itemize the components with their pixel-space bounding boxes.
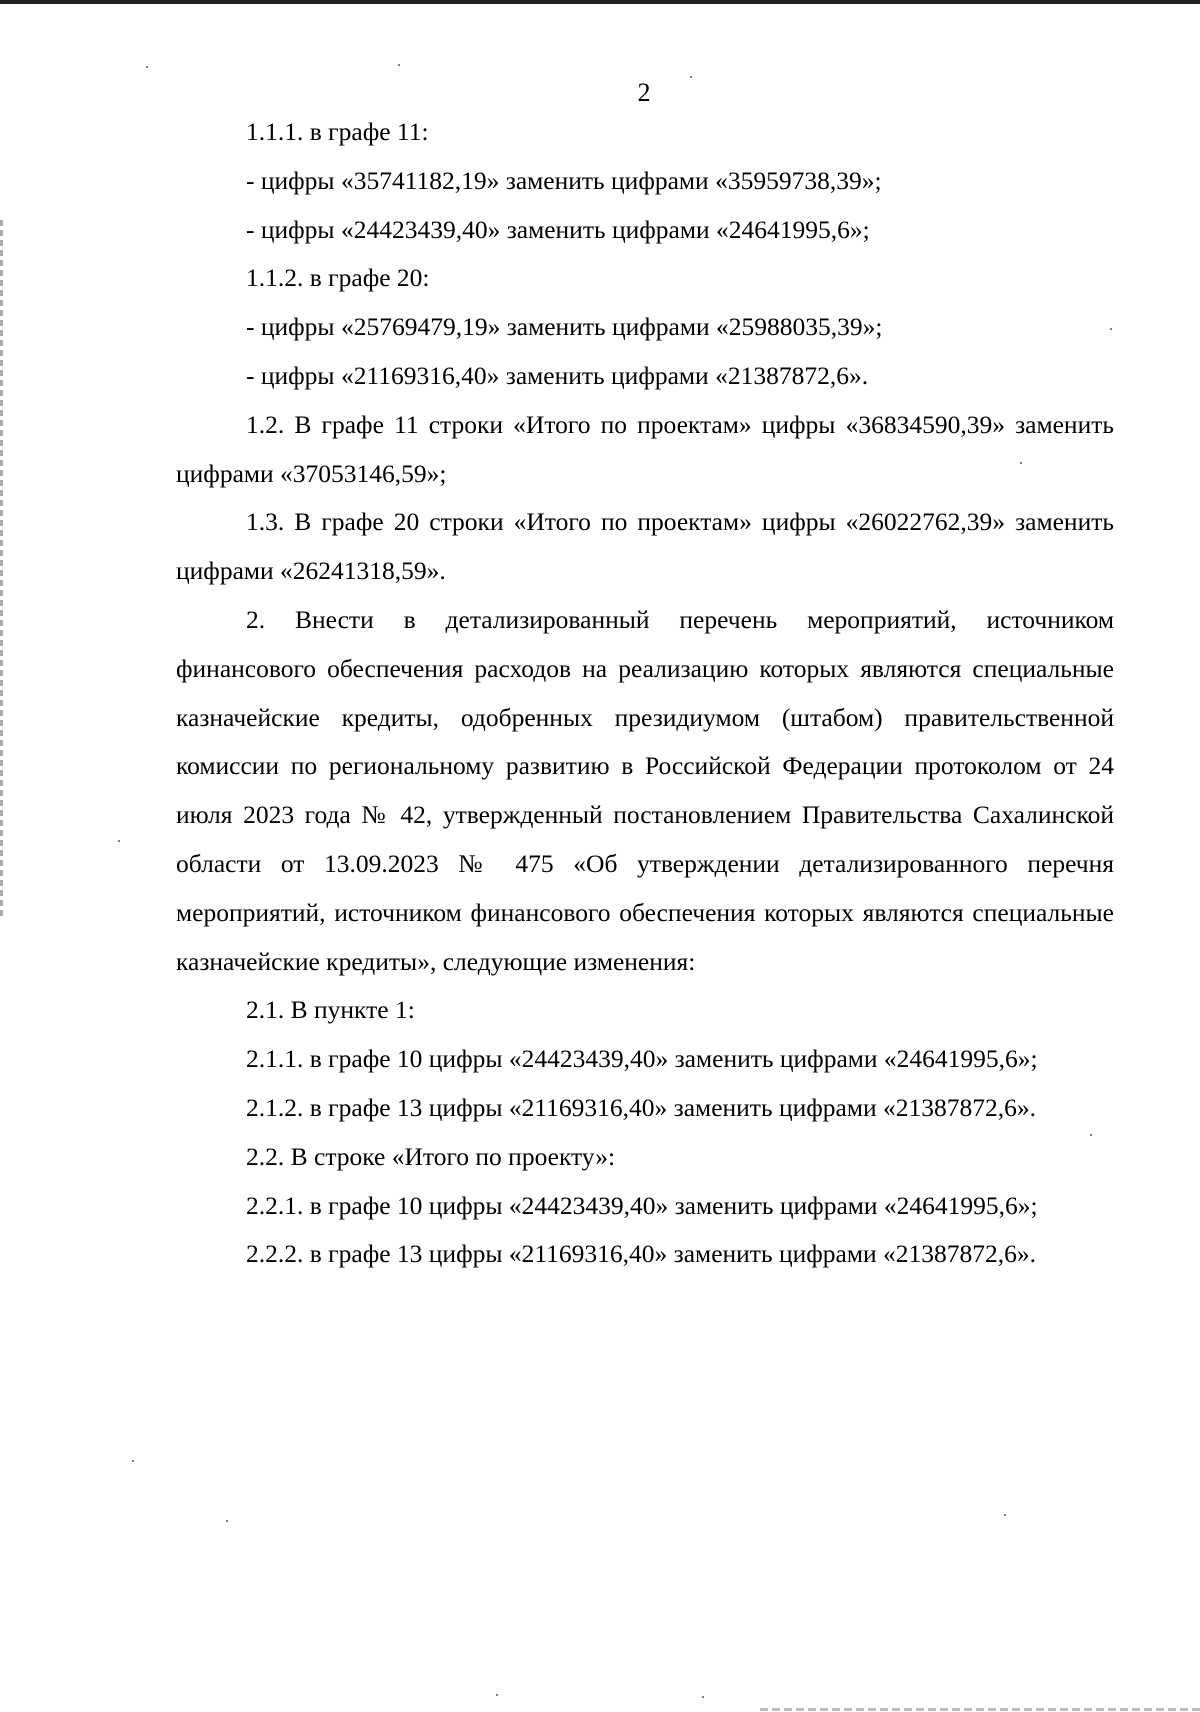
scan-speck	[702, 1696, 704, 1698]
paragraph: 2.2.1. в графе 10 цифры «24423439,40» заменить цифрами «24641995,6»;	[246, 1190, 1038, 1220]
paragraph: - цифры «21169316,40» заменить цифрами «21387872,6».	[246, 360, 869, 390]
paragraph: 2.1. В пункте 1:	[246, 995, 415, 1025]
scan-speck	[1004, 1514, 1006, 1516]
scan-speck	[496, 1694, 498, 1696]
paragraph: 1.2. В графе 11 строки «Итого по проектам» цифры «36834590,39» заменить цифрами «37053146,59»;	[176, 409, 1114, 488]
scan-speck	[146, 66, 148, 68]
paragraph: - цифры «25769479,19» заменить цифрами «25988035,39»;	[246, 312, 883, 342]
scan-speck	[132, 1460, 134, 1462]
paragraph: 1.3. В графе 20 строки «Итого по проектам» цифры «26022762,39» заменить цифрами «26241318,59».	[176, 507, 1114, 586]
scan-speck	[398, 64, 400, 66]
paragraph: 2.1.1. в графе 10 цифры «24423439,40» заменить цифрами «24641995,6»;	[246, 1044, 1038, 1074]
scan-edge-bottom	[760, 1708, 1200, 1711]
scan-edge-top	[0, 0, 1200, 4]
paragraph: 2. Внести в детализированный перечень мероприятий, источником финансового обеспечения расходов на реализацию которых являются специальные казначейские кредиты, одобренных президиумом (штабом) правительственной комиссии по региональному развитию в Российской Федерации протоколом от 24 июля 2023 года № 42, утвержденный постановлением Правительства Сахалинской области от 13.09.2023 № 475 «Об утверждении детализированного перечня мероприятий, источником финансового обеспечения которых являются специальные казначейские кредиты», следующие изменения:	[176, 604, 1114, 976]
paragraph: 2.1.2. в графе 13 цифры «21169316,40» заменить цифрами «21387872,6».	[246, 1092, 1036, 1122]
scan-edge-left	[0, 220, 3, 920]
paragraph: - цифры «24423439,40» заменить цифрами «24641995,6»;	[246, 214, 870, 244]
scan-speck	[226, 1520, 228, 1522]
paragraph: 2.2. В строке «Итого по проекту»:	[246, 1141, 616, 1171]
paragraph: - цифры «35741182,19» заменить цифрами «35959738,39»;	[246, 165, 882, 195]
page-number: 2	[637, 78, 651, 107]
scan-speck	[118, 840, 120, 842]
paragraph: 1.1.1. в графе 11:	[246, 117, 429, 146]
paragraph: 1.1.2. в графе 20:	[246, 263, 430, 293]
document-body	[176, 108, 1114, 1279]
paragraph: 2.2.2. в графе 13 цифры «21169316,40» заменить цифрами «21387872,6».	[246, 1239, 1036, 1269]
